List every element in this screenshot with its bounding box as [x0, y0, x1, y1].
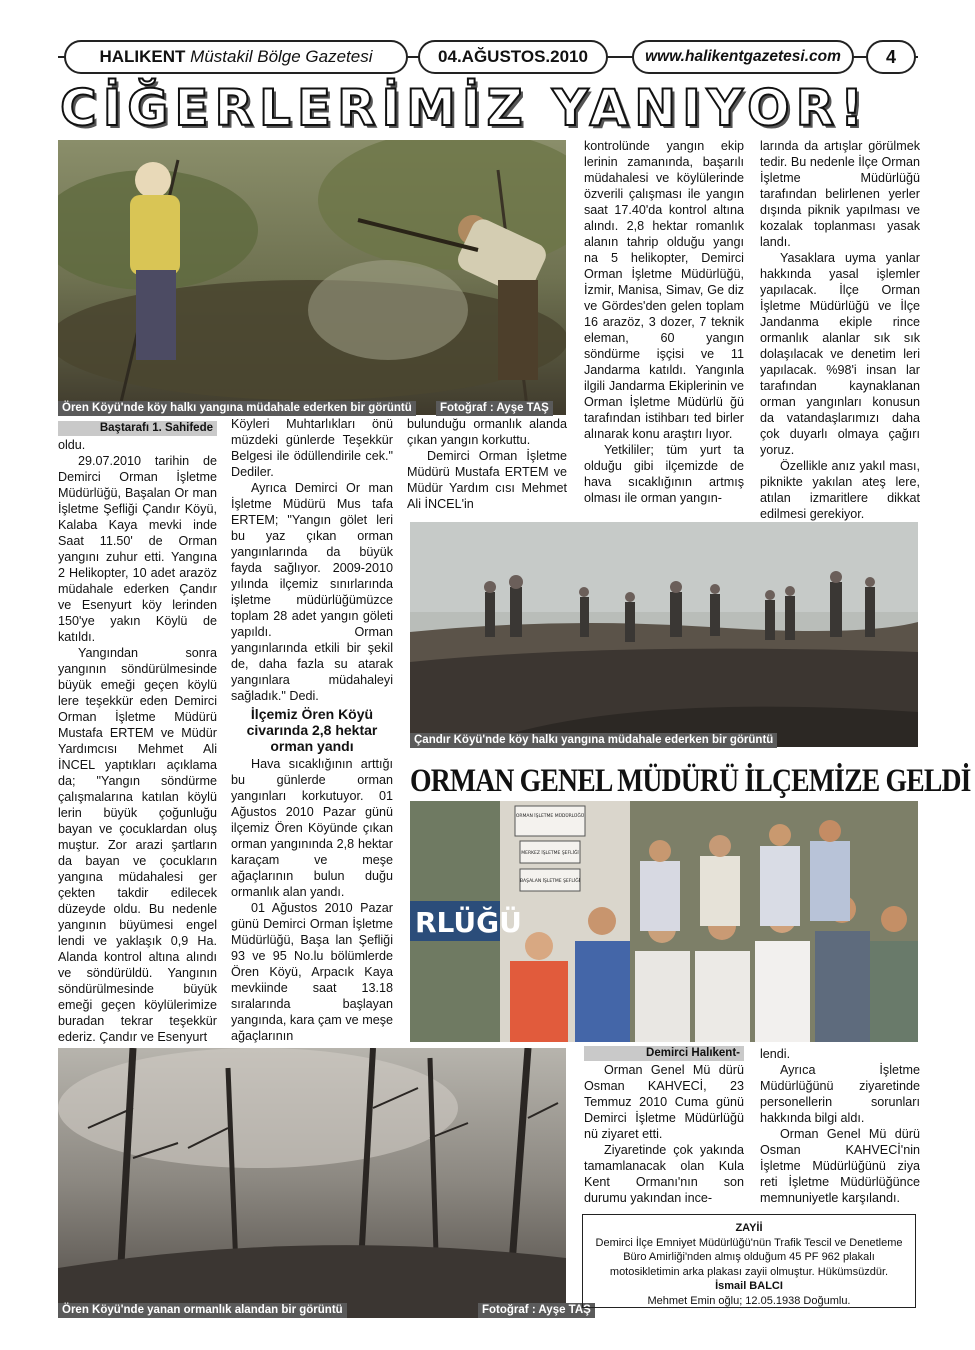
door-sign-3: BAŞALAN İŞLETME ŞEFLİĞİ — [519, 879, 581, 884]
article1-column5 — [760, 138, 920, 522]
notice-title: ZAYİİ — [735, 1222, 763, 1234]
photo-oren-koyu-firefighting — [58, 140, 566, 415]
brand-subtitle: Müstakil Bölge Gazetesi — [190, 47, 373, 66]
brand-name: HALIKENT — [99, 47, 186, 66]
paragraph: Demirci Orman İşletme Müdürü Mustafa ERTEM ve Müdür Yardım cısı Mehmet Ali İNCEL'in — [407, 449, 567, 511]
paragraph: 01 Ağustos 2010 Pazar günü Demirci Orman İşletme Müdürlüğü, Başa lan Şefliği 93 ve 95 No.lu bölümlerde Ören Köyü, Arpacık Kaya mevkiinde saat 13.18 sıralarında başlayan yangında, kara çam ve meşe ağaçlarının — [231, 901, 393, 1043]
notice-body: Demirci İlçe Emniyet Müdürlüğü'nün Trafik Tescil ve Denetleme Büro Amirliği'nden almış olduğum 45 PF 962 plakalı motosikletimin arka plakası zayii olmuştur. Hükümsüzdür. — [595, 1236, 903, 1278]
photo-candir-koyu-villagers — [410, 522, 918, 747]
paragraph: Hava sıcaklığının arttığı bu günlerde orman yangınları korkutuyor. 01 Ağustos 2010 Pazar günü ilçemiz Ören Köyünde çıkan orman yangınında 2,8 hektar karaçam ve meşe ağaçlarının bulun duğu ormanlık alan yandı. — [231, 757, 393, 899]
paragraph: Orman Genel Mü dürü Osman KAHVECİ'nin İşletme Müdürlüğünü ziya reti İşletme Müdürlüğünce memnuniyetle karşılandı. — [760, 1127, 920, 1205]
paragraph: Ayrıca İşletme Müdürlüğünü ziyaretinde personellerin sorunları hakkında bilgi aldı. — [760, 1063, 920, 1125]
forest-firefighting-illustration — [58, 140, 566, 415]
burnt-forest-illustration — [58, 1048, 566, 1318]
paragraph: Köyleri Muhtarlıkları önü müzdeki günlerde Teşekkür Belgesi ile ödüllendirile cek." Dediler. — [231, 417, 393, 479]
paragraph: Orman Genel Mü dürü Osman KAHVECİ, 23 Temmuz 2010 Cuma günü Demirci İşletme Müdürlüğü nü ziyaret etti. — [584, 1063, 744, 1141]
paragraph: Yasaklara uyma yanlar hakkında yasal işlemler yapılacak. İlçe Orman İşletme Müdürlüğü ve İlçe Jandanma ekiple rince ormanlık alanlar sık sık dolaşılacak ve denetim leri yapılacak. %98'i insan lar tarafından kaynaklanan orman yangınları konusun da vatandaşlarımızı daha çok duyarlı olmaya çağırı yoruz. — [760, 251, 920, 457]
article1-column2 — [231, 416, 393, 1044]
paragraph: lendi. — [760, 1047, 791, 1061]
article1-column3 — [407, 416, 567, 512]
masthead-title — [64, 40, 408, 74]
article1-subheading: İlçemiz Ören Köyü civarında 2,8 hektar orman yandı — [246, 706, 378, 754]
article2-location-tag: Demirci Halıkent- — [584, 1046, 744, 1061]
photo4-credit: Fotoğraf : Ayşe TAŞ — [478, 1303, 595, 1318]
photo-group-visit — [410, 801, 918, 1042]
issue-date: 04.AĞUSTOS.2010 — [418, 40, 608, 74]
paragraph: kontrolünde yangın ekip lerinin zamanında, başarılı müdahalesi ve köylülerinde özverili çalışması ile yangın saat 17.40'da kontrol altına alındı. 2,8 hektar romanlık alanın tahrip olduğu yangı na 5 helikopter, Demirci Orman İşletme Müdürlüğü, İzmir, Manisa, Simav, Ge diz ve Gördes'den gelen toplam 16 arazöz, 3 dozer, 7 teknik eleman, 60 yangın söndürme işçisi ve 11 Jandarma katıldı. Yangınla ilgili Jandarma Ekiplerinin ve Orman İşletme Müdürlü ğü tarafından istihbarı ted birler alınarak konu araştırı lıyor. — [584, 139, 744, 441]
paragraph: 29.07.2010 tarihin de Demirci Orman İşletme Müdürlüğü, Başalan Or man İşletme Şefliği Çandır Köyü, Kalaba Kaya mevki inde Saat 11.50' de Orman yangını zuhur etti. Yangına 2 Helikopter, 10 adet arazöz müdahale ederken Çandır ve Esenyurt köy lerinden 150'ye yakın Köylü de katıldı. — [58, 454, 217, 644]
article2-column2 — [760, 1046, 920, 1206]
paragraph: bulunduğu ormanlık alanda çıkan yangın korkuttu. — [407, 417, 567, 447]
door-sign-1: ORMAN İŞLETME MÜDÜRLÜĞÜ — [515, 814, 585, 819]
paragraph: Özellikle anız yakıl ması, piknikte yakılan ateş lere, atılan izmaritlere dikkat edilmesi gerekiyor. — [760, 459, 920, 521]
main-headline: CİĞERLERİMİZ YANIYOR! — [60, 79, 869, 137]
article1-column1 — [58, 421, 217, 1045]
paragraph: Ziyaretinde çok yakında tamamlanacak olan Kula Kent Ormanı'nın son durumu yakından ince- — [584, 1143, 744, 1205]
photo-oren-koyu-burnt-forest — [58, 1048, 566, 1318]
page-number: 4 — [866, 40, 916, 74]
photo1-caption: Ören Köyü'nde köy halkı yangına müdahale ederken bir görüntü — [58, 401, 416, 416]
paragraph: Ayrıca Demirci Or man İşletme Müdürü Mus tafa ERTEM; "Yangın gölet leri bu yaz çıkan orman yangınlarında da büyük fayda sağlıyor. 2009-2010 yılında ilçemiz sınırlarında işletme müdürlüğümüzce toplam 28 adet yangın göleti yapıldı. Orman yangınlarında etkili bir şekil de, daha fazla su atarak yangınlara müdahaleyi sağladık." Dedi. — [231, 481, 393, 703]
hillside-villagers-illustration — [410, 522, 918, 747]
paragraph: Yangından sonra yangının söndürülmesinde büyük emeği geçen köylü lere teşekkür eden Demirci Orman İşletme Müdürü Mustafa ERTEM ve Müdür Yardımcısı Mehmet Ali İNCEL yaptıkları açıklama da; "Yangın söndürme çalışmalarına katılan köylü lerin büyük çoğunluğu bayan ve çocuklardan oluş muştur. Zor arazi şartların da bayan ve çocukların yangına müdahalesi ger çekten takdir edilecek düzeyde oldu. Bu nedenle yangının büyümesi engel lendi ve yaklaşık 0,9 Ha. Alanda kontrol altına alındı ve söndürüldü. Yangının söndürülmesinde büyük emeği geçen köylülerimize buradan tekrar teşekkür ederiz. Çandır ve Esenyurt — [58, 646, 217, 1044]
article2-column1 — [584, 1046, 744, 1206]
photo1-credit: Fotoğraf : Ayşe TAŞ — [436, 401, 553, 416]
article2-headline: ORMAN GENEL MÜDÜRÜ İLÇEMİZE GELDİ — [410, 763, 971, 799]
group-photo-illustration — [410, 801, 918, 1042]
photo2-caption: Çandır Köyü'nde köy halkı yangına müdahale ederken bir görüntü — [410, 733, 777, 748]
paragraph: larında da artışlar görülmek tedir. Bu nedenle İlçe Orman İşletme Müdürlüğü tarafından belirlenen yerler dışında piknik yapılması ve kozalak toplanması yasak landı. — [760, 139, 920, 249]
paragraph: oldu. — [58, 438, 86, 452]
paragraph: Yetkililer; tüm yurt ta olduğu gibi ilçemizde de hava sıcaklığının artmış olması ile orman yangın- — [584, 443, 744, 505]
article1-column4 — [584, 138, 744, 506]
notice-name: İsmail BALCI — [715, 1280, 783, 1292]
notice-info: Mehmet Emin oğlu; 12.05.1938 Doğumlu. — [647, 1294, 851, 1307]
photo4-caption: Ören Köyü'nde yanan ormanlık alandan bir görüntü — [58, 1303, 347, 1318]
building-sign-text: RLÜĞÜ — [415, 906, 522, 939]
lost-plate-notice — [582, 1214, 916, 1308]
continued-from-tag: Baştarafı 1. Sahifede — [58, 421, 217, 436]
website: www.halikentgazetesi.com — [632, 40, 854, 74]
door-sign-2: MERKEZ İŞLETME ŞEFLİĞİ — [521, 851, 579, 856]
